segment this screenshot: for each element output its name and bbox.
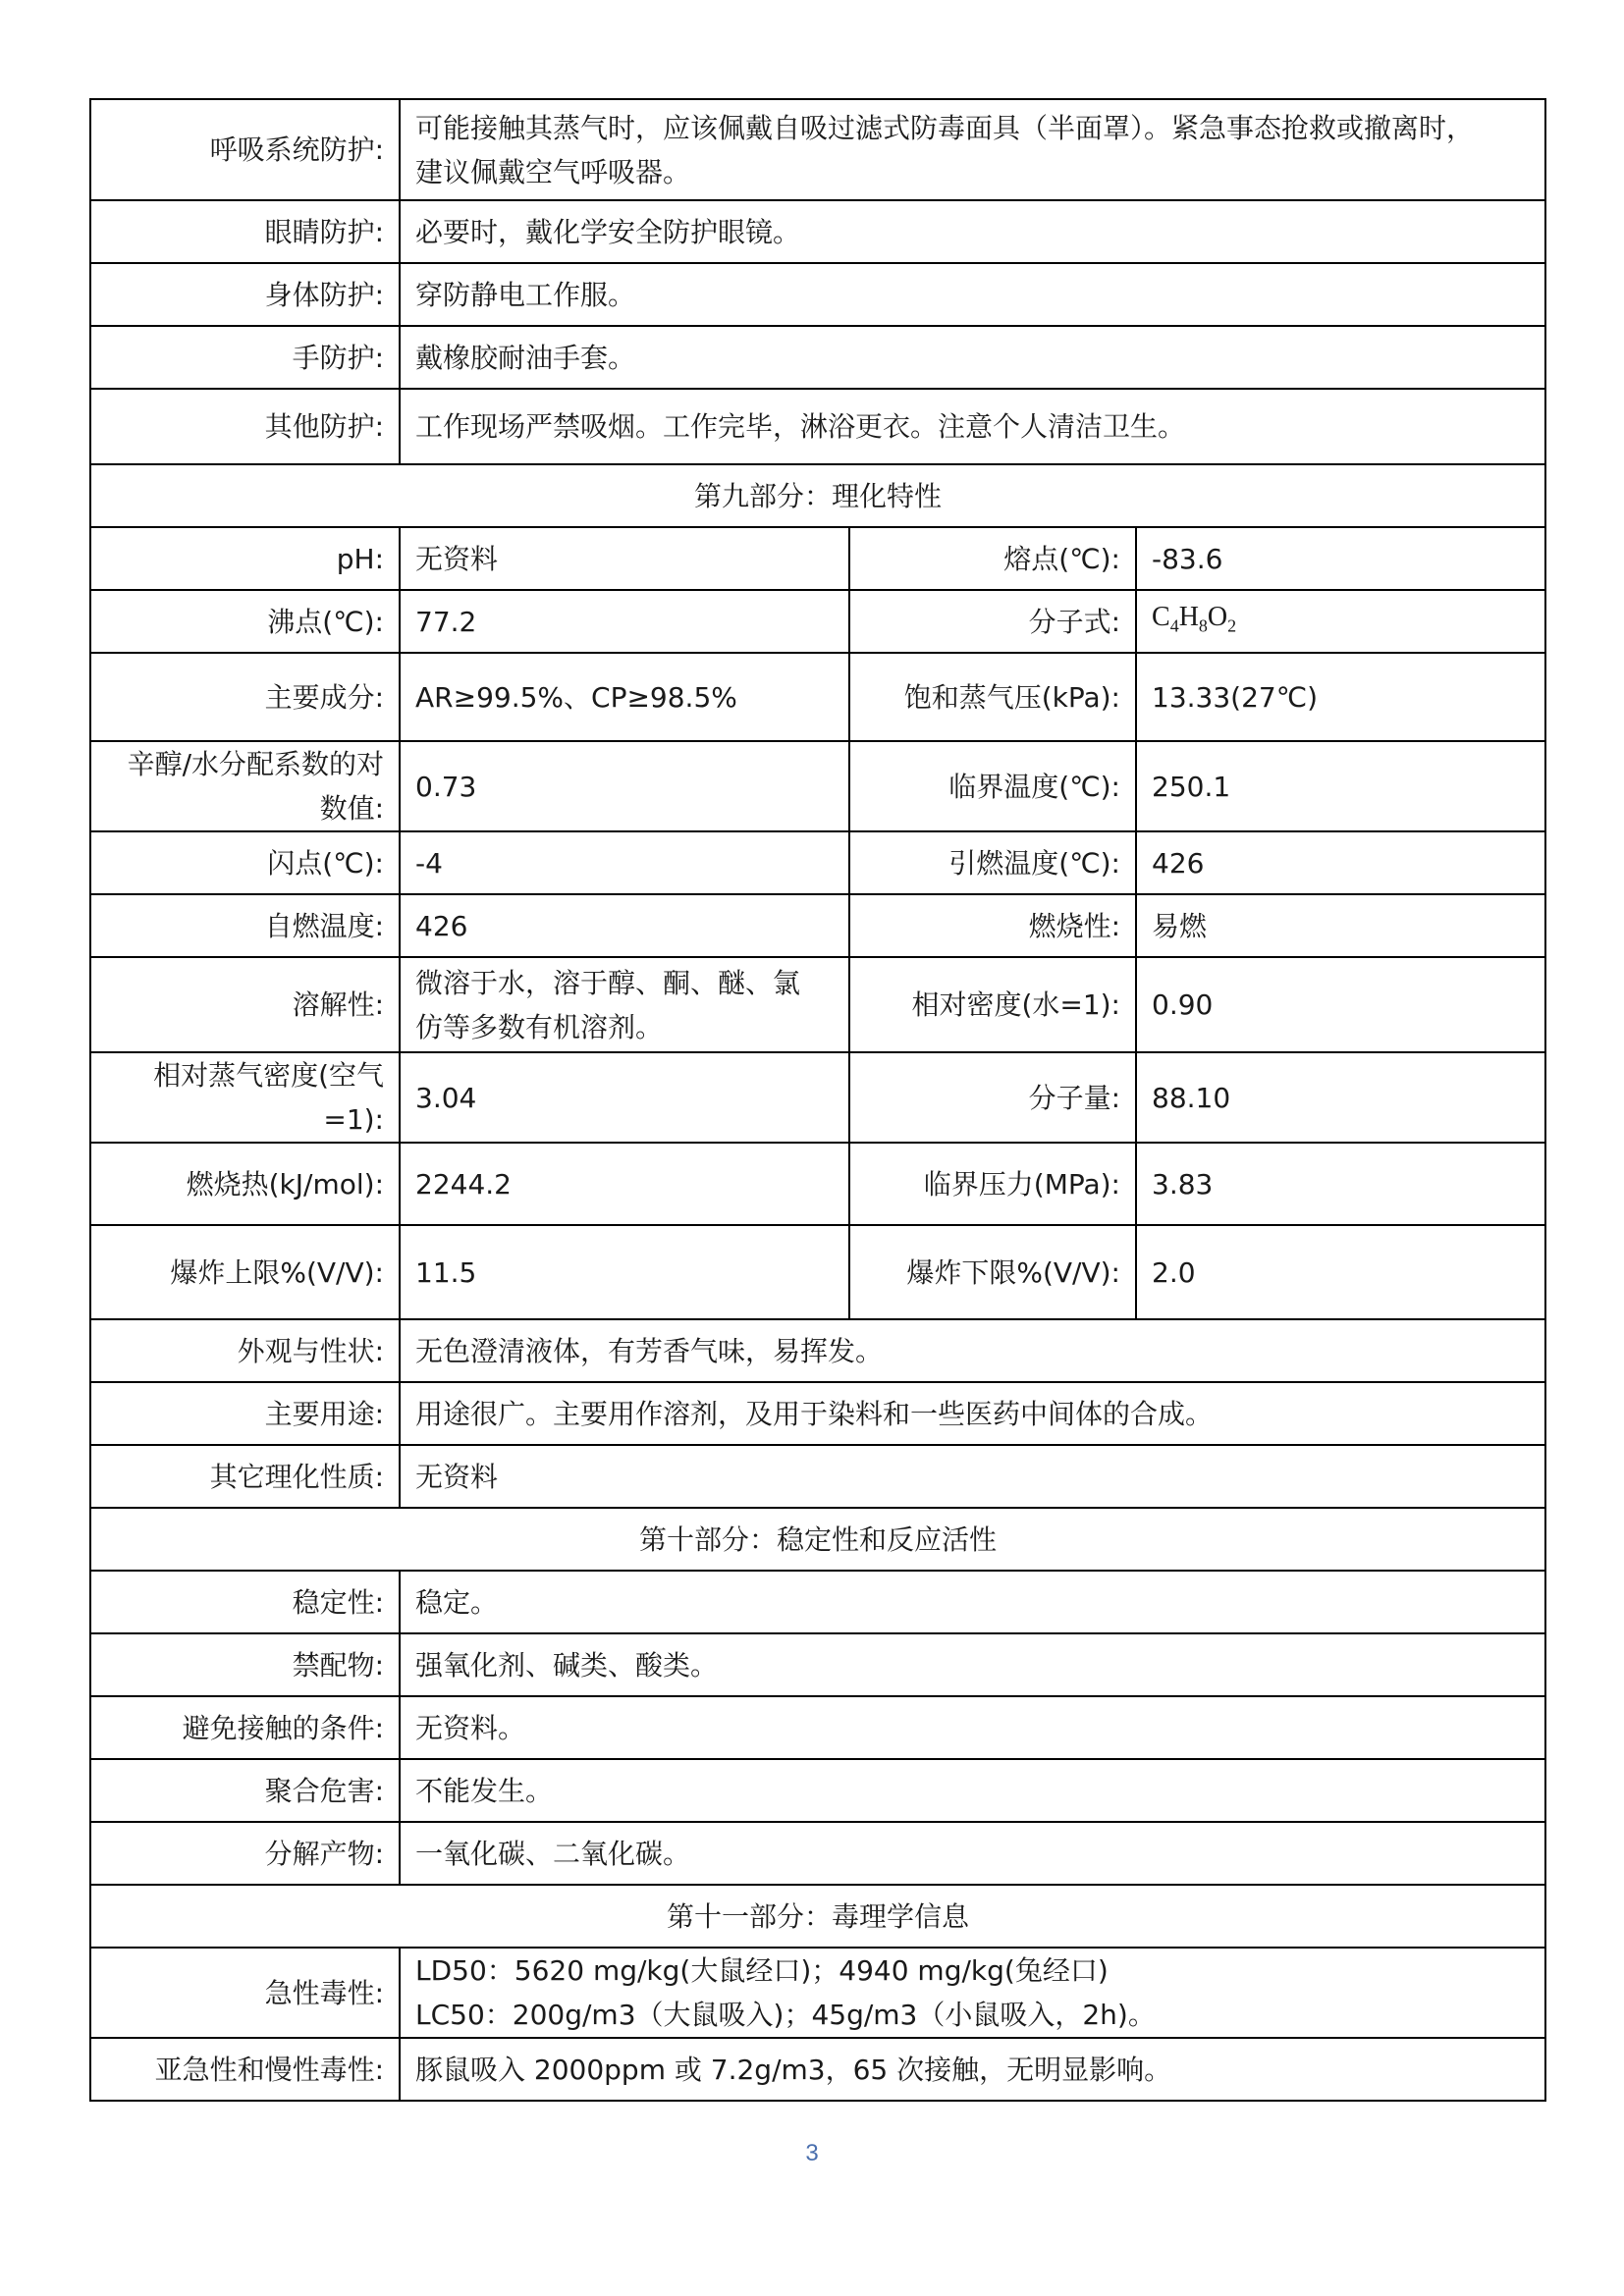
table-row (90, 653, 1545, 741)
lower-explosive-label: 爆炸下限%(V/V): (849, 1225, 1136, 1319)
other-props-label: 其它理化性质: (90, 1445, 400, 1508)
appearance-label: 外观与性状: (90, 1319, 400, 1382)
decomposition-label: 分解产物: (90, 1822, 400, 1885)
table-row (90, 527, 1545, 590)
table-row (90, 957, 1545, 1052)
autoignition-label: 自燃温度: (90, 894, 400, 957)
eye-value: 必要时，戴化学安全防护眼镜。 (400, 200, 1545, 263)
formula-label: 分子式: (849, 590, 1136, 653)
solubility-line-2: 仿等多数有机溶剂。 (415, 1010, 664, 1043)
lower-explosive-value: 2.0 (1136, 1225, 1545, 1319)
formula-o: O (1207, 601, 1228, 632)
table-row (90, 1445, 1545, 1508)
stability-label: 稳定性: (90, 1571, 400, 1633)
vapor-density-label-line-1: 相对蒸气密度(空气 (153, 1059, 384, 1092)
log-kow-label-line-2: 数值: (319, 792, 384, 825)
acute-line-1: LD50：5620 mg/kg(大鼠经口)；4940 mg/kg(兔经口) (415, 1954, 1109, 1987)
log-kow-value: 0.73 (400, 741, 849, 831)
acute-value (400, 1948, 1545, 2038)
melting-point-label: 熔点(℃): (849, 527, 1136, 590)
sds-table (89, 98, 1546, 2102)
critical-pressure-value: 3.83 (1136, 1143, 1545, 1225)
table-row (90, 200, 1545, 263)
formula-c-count: 4 (1169, 615, 1179, 636)
table-row (90, 2038, 1545, 2101)
main-use-value: 用途很广。主要用作溶剂，及用于染料和一些医药中间体的合成。 (400, 1382, 1545, 1445)
table-row (90, 1382, 1545, 1445)
table-row (90, 1633, 1545, 1696)
log-kow-label (90, 741, 400, 831)
respiratory-line-2: 建议佩戴空气呼吸器。 (415, 155, 691, 188)
solubility-value (400, 957, 849, 1052)
page-number: 3 (805, 2140, 819, 2166)
acute-line-2: LC50：200g/m3（大鼠吸入)；45g/m3（小鼠吸入，2h)。 (415, 1999, 1156, 2031)
appearance-value: 无色澄清液体，有芳香气味，易挥发。 (400, 1319, 1545, 1382)
vapor-pressure-label: 饱和蒸气压(kPa): (849, 653, 1136, 741)
respiratory-label: 呼吸系统防护: (90, 99, 400, 200)
avoid-value: 无资料。 (400, 1696, 1545, 1759)
formula-c: C (1152, 601, 1170, 632)
other-protection-label: 其他防护: (90, 389, 400, 464)
ph-value: 无资料 (400, 527, 849, 590)
combustion-heat-value: 2244.2 (400, 1143, 849, 1225)
incompatible-label: 禁配物: (90, 1633, 400, 1696)
formula-o-count: 2 (1227, 615, 1237, 636)
upper-explosive-label: 爆炸上限%(V/V): (90, 1225, 400, 1319)
body-label: 身体防护: (90, 263, 400, 326)
hand-label: 手防护: (90, 326, 400, 389)
flammability-label: 燃烧性: (849, 894, 1136, 957)
composition-value: AR≥99.5%、CP≥98.5% (400, 653, 849, 741)
avoid-label: 避免接触的条件: (90, 1696, 400, 1759)
formula-h: H (1178, 601, 1199, 632)
table-row (90, 1759, 1545, 1822)
table-row (90, 831, 1545, 894)
polymerization-value: 不能发生。 (400, 1759, 1545, 1822)
critical-temp-value: 250.1 (1136, 741, 1545, 831)
melting-point-value: -83.6 (1136, 527, 1545, 590)
ignition-temp-value: 426 (1136, 831, 1545, 894)
boiling-point-label: 沸点(℃): (90, 590, 400, 653)
table-row (90, 1052, 1545, 1143)
respiratory-line-1: 可能接触其蒸气时，应该佩戴自吸过滤式防毒面具（半面罩）。紧急事态抢救或撤离时， (415, 111, 1475, 144)
flammability-value: 易燃 (1136, 894, 1545, 957)
boiling-point-value: 77.2 (400, 590, 849, 653)
polymerization-label: 聚合危害: (90, 1759, 400, 1822)
vapor-density-value: 3.04 (400, 1052, 849, 1143)
section11-title: 第十一部分：毒理学信息 (90, 1885, 1545, 1948)
ignition-temp-label: 引燃温度(℃): (849, 831, 1136, 894)
table-row (90, 263, 1545, 326)
molecular-weight-label: 分子量: (849, 1052, 1136, 1143)
chronic-value: 豚鼠吸入 2000ppm 或 7.2g/m3，65 次接触，无明显影响。 (400, 2038, 1545, 2101)
solubility-label: 溶解性: (90, 957, 400, 1052)
table-row (90, 99, 1545, 200)
formula-value (1136, 590, 1545, 653)
table-row (90, 590, 1545, 653)
table-row (90, 741, 1545, 831)
section-row (90, 1508, 1545, 1571)
molecular-weight-value: 88.10 (1136, 1052, 1545, 1143)
body-value: 穿防静电工作服。 (400, 263, 1545, 326)
table-row (90, 894, 1545, 957)
flash-point-label: 闪点(℃): (90, 831, 400, 894)
table-row (90, 1948, 1545, 2038)
table-row (90, 389, 1545, 464)
section10-title: 第十部分：稳定性和反应活性 (90, 1508, 1545, 1571)
eye-label: 眼睛防护: (90, 200, 400, 263)
relative-density-value: 0.90 (1136, 957, 1545, 1052)
composition-label: 主要成分: (90, 653, 400, 741)
flash-point-value: -4 (400, 831, 849, 894)
acute-label: 急性毒性: (90, 1948, 400, 2038)
decomposition-value: 一氧化碳、二氧化碳。 (400, 1822, 1545, 1885)
respiratory-value (400, 99, 1545, 200)
vapor-pressure-value: 13.33(27℃) (1136, 653, 1545, 741)
stability-value: 稳定。 (400, 1571, 1545, 1633)
table-row (90, 326, 1545, 389)
table-row (90, 1225, 1545, 1319)
incompatible-value: 强氧化剂、碱类、酸类。 (400, 1633, 1545, 1696)
table-row (90, 1319, 1545, 1382)
section-row (90, 1885, 1545, 1948)
other-props-value: 无资料 (400, 1445, 1545, 1508)
table-row (90, 1696, 1545, 1759)
vapor-density-label (90, 1052, 400, 1143)
chronic-label: 亚急性和慢性毒性: (90, 2038, 400, 2101)
critical-pressure-label: 临界压力(MPa): (849, 1143, 1136, 1225)
autoignition-value: 426 (400, 894, 849, 957)
vapor-density-label-line-2: =1): (323, 1103, 384, 1136)
log-kow-label-line-1: 辛醇/水分配系数的对 (127, 748, 384, 780)
solubility-line-1: 微溶于水，溶于醇、酮、醚、氯 (415, 966, 801, 999)
critical-temp-label: 临界温度(℃): (849, 741, 1136, 831)
table-row (90, 1143, 1545, 1225)
relative-density-label: 相对密度(水=1): (849, 957, 1136, 1052)
section-row (90, 464, 1545, 527)
section9-title: 第九部分：理化特性 (90, 464, 1545, 527)
table-row (90, 1822, 1545, 1885)
hand-value: 戴橡胶耐油手套。 (400, 326, 1545, 389)
main-use-label: 主要用途: (90, 1382, 400, 1445)
ph-label: pH: (90, 527, 400, 590)
other-protection-value: 工作现场严禁吸烟。工作完毕，淋浴更衣。注意个人清洁卫生。 (400, 389, 1545, 464)
upper-explosive-value: 11.5 (400, 1225, 849, 1319)
combustion-heat-label: 燃烧热(kJ/mol): (90, 1143, 400, 1225)
formula-h-count: 8 (1198, 615, 1208, 636)
table-row (90, 1571, 1545, 1633)
